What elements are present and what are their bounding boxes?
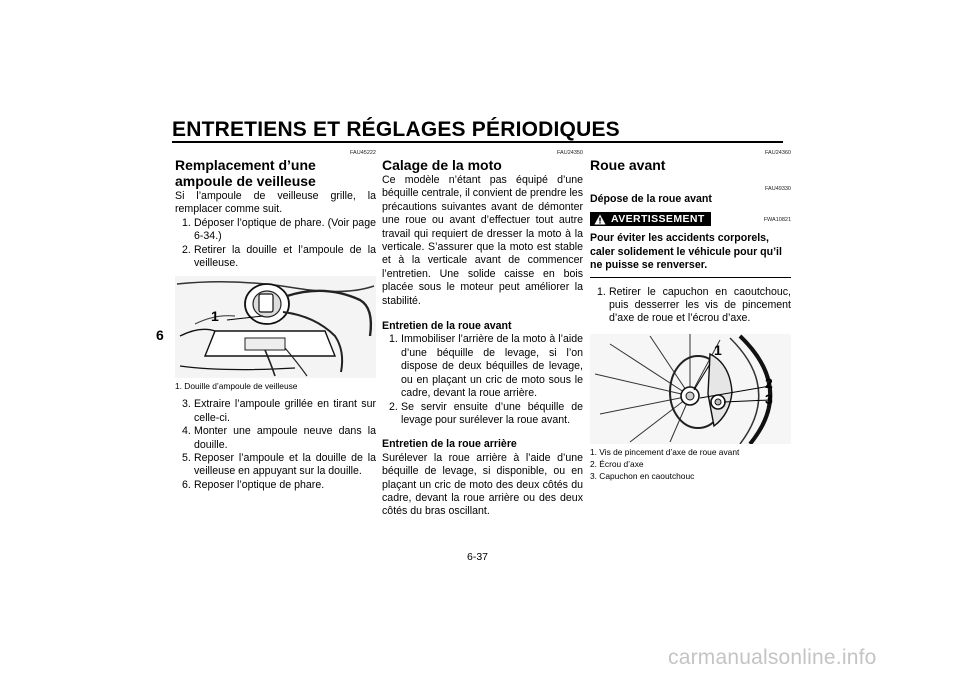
warning-triangle-icon (594, 214, 606, 225)
warning-code: FWA10821 (763, 217, 791, 224)
rear-wheel-heading: Entretien de la roue arrière (382, 438, 517, 451)
front-steps-list (382, 333, 583, 427)
front-wheel-figure (590, 334, 791, 444)
warning-rule (590, 277, 791, 278)
step-item: 1. Déposer l’optique de phare. (Voir page 6-34.) (182, 216, 376, 243)
column-calage (382, 150, 583, 519)
page-number: 6-37 (467, 551, 489, 563)
subsection-code: FAU49330 (765, 186, 791, 192)
column-roue-avant (590, 150, 791, 482)
warning-text: Pour éviter les accidents corporels, caler solidement le véhicule pour qu’il ne puisse se renverser. (590, 232, 782, 272)
section-code: FAU24360 (765, 150, 791, 156)
column-veilleuse (175, 150, 376, 492)
step-item: 4. Monter une ampoule neuve dans la douille. (182, 425, 376, 451)
header-rule (172, 141, 783, 143)
warning-banner (590, 212, 711, 226)
figure-callout-3: 3 (765, 390, 773, 407)
figure-callout: 1 (211, 308, 219, 325)
step-item: 2. Retirer la douille et l’ampoule de la veilleuse. (182, 243, 376, 270)
headlight-socket-figure (175, 276, 376, 378)
subsection-title: Dépose de la roue avant (590, 193, 712, 205)
steps-list-b (175, 398, 376, 492)
section-title: Remplacement d’une ampoule de veilleuse (175, 157, 316, 189)
figure-caption: 1. Vis de pincement d’axe de roue avant 2. Écrou d’axe 3. Capuchon en caoutchouc (590, 446, 740, 481)
section-title: Calage de la moto (382, 157, 502, 173)
figure-callout-2: 2 (765, 374, 773, 391)
figure-caption: 1. Douille d’ampoule de veilleuse (175, 381, 298, 392)
steps-list (590, 286, 791, 326)
watermark: carmanualsonline.info (668, 646, 877, 669)
section-code: FAU24350 (557, 150, 583, 156)
front-wheel-heading: Entretien de la roue avant (382, 320, 512, 333)
section-title: Roue avant (590, 157, 666, 173)
step-item: 3. Extraire l’ampoule grillée en tirant sur celle-ci. (182, 398, 376, 424)
section-code: FAU45222 (350, 150, 376, 156)
step-item: 2. Se servir ensuite d’une béquille de levage pour surélever la roue avant. (389, 400, 583, 426)
step-item: 6. Reposer l’optique de phare. (182, 478, 325, 491)
warning-label: AVERTISSEMENT (611, 212, 705, 225)
intro-text: Ce modèle n’étant pas équipé d’une béquille centrale, il convient de prendre les précautions suivantes avant de démonter une roue ou avant d’effectuer tout autre travail qui requiert de dresser la moto à la verticale. S’assurer que la moto est stable et à la verticale avant de commencer l’entretien. Une solide caisse en bois placée sous le moteur peut améliorer la stabilité. (382, 174, 583, 307)
step-item: 5. Reposer l’ampoule et la douille de la veilleuse en appuyant sur la douille. (182, 452, 376, 478)
chapter-number: 6 (156, 327, 164, 343)
figure-callout-1: 1 (714, 341, 722, 358)
intro-text: Si l’ampoule de veilleuse grille, la remplacer comme suit. (175, 190, 376, 216)
rear-wheel-text: Surélever la roue arrière à l’aide d’une béquille de levage, si disponible, ou en plaçant un cric de moto des deux côtés du cadre, devant la roue arrière ou des deux côtés du bras oscillant. (382, 451, 583, 518)
page-header-title: ENTRETIENS ET RÉGLAGES PÉRIODIQUES (172, 118, 620, 141)
step-item: 1. Immobiliser l’arrière de la moto à l’aide d’une béquille de levage, si l’on dispose de deux béquilles de levage, ou en plaçant un cric de moto sous le cadre, devant la roue arrière. (389, 333, 583, 400)
headlight-socket-illustration (175, 276, 376, 378)
front-wheel-illustration (590, 334, 791, 444)
step-item: 1. Retirer le capuchon en caoutchouc, puis desserrer les vis de pincement d’axe de roue et l’écrou d’axe. (597, 285, 791, 325)
steps-list-a (175, 217, 376, 271)
